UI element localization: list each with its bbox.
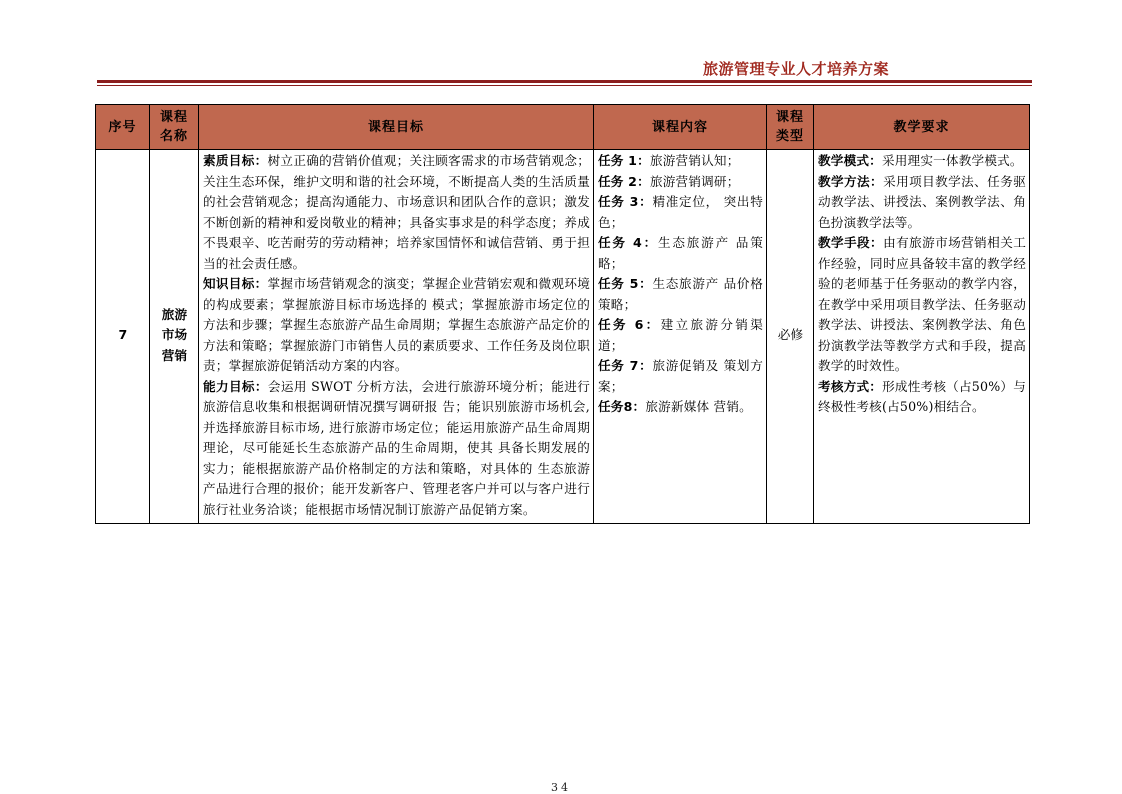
table-row xyxy=(96,150,1030,524)
header-cell-content: 课程内容 xyxy=(594,105,767,150)
assessment-method: 考核方式：形成性考核（占50%）与终极性考核(占50%)相结合。 xyxy=(818,378,1026,414)
header-cell-requirements: 教学要求 xyxy=(814,105,1030,150)
page-number: 34 xyxy=(551,781,571,794)
header-rule-thin xyxy=(97,85,1032,86)
task-item: 任务8：旅游新媒体 营销。 xyxy=(598,399,752,414)
teaching-methods: 教学方法：采用项目教学法、任务驱动教学法、讲授法、案例教学法、角色扮演教学法等。 xyxy=(818,173,1027,230)
document-header-title: 旅游管理专业人才培养方案 xyxy=(702,60,889,78)
header-cell-type: 课程 类型 xyxy=(767,105,814,150)
task-item: 任务 2：旅游营销调研； xyxy=(598,173,740,189)
task-item: 任务 1：旅游营销认知； xyxy=(598,153,740,168)
task-item: 任务 6：建立旅游分销渠道； xyxy=(598,317,763,353)
task-item: 任务 4：生态旅游产 品策略； xyxy=(598,235,763,271)
course-number-cell: 7 xyxy=(96,150,150,524)
quality-objective: 素质目标：树立正确的营销价值观；关注顾客需求的市场营销观念；关注生态环保，维护文明和谐的社会环境，不断提高人类的生活质量的社会营销观念；提高沟通能力、市场意识和团队合作的意识；激发不断创新的精神和爱岗敬业的精神；具备实事求是的科学态度；养成不畏艰辛、吃苦耐劳的劳动精神；培养家国情怀和诚信营销、勇于担当的社会责任感。 xyxy=(203,153,591,271)
knowledge-objective: 知识目标：掌握市场营销观念的演变；掌握企业营销宏观和微观环境的构成要素；掌握旅游目标市场选择的 模式；掌握旅游市场定位的方法和步骤；掌握生态旅游产品生命周期；掌握生态旅游产品定价的方法和策略；掌握旅游门市销售人员的素质要求、工作任务及岗位职责；掌握旅游促销活动方案的内容。 xyxy=(203,276,591,373)
course-objectives-cell xyxy=(199,150,594,524)
task-item: 任务 7：旅游促销及 策划方案； xyxy=(598,358,763,394)
header-cell-number: 序号 xyxy=(96,105,150,150)
header-rule-thick xyxy=(97,80,1032,83)
teaching-means: 教学手段：由有旅游市场营销相关工作经验，同时应具备较丰富的教学经验的老师基于任务驱动的教学内容，在教学中采用项目教学法、任务驱动教学法、讲授法、案例教学法、角色扮演教学法等教学方式和手段，提高教学的时效性。 xyxy=(818,235,1027,373)
header-cell-objectives: 课程目标 xyxy=(199,105,594,150)
teaching-requirements-cell xyxy=(814,150,1030,524)
teaching-mode: 教学模式：采用理实一体教学模式。 xyxy=(818,153,1023,168)
ability-objective: 能力目标：会运用 SWOT 分析方法，会进行旅游环境分析；能进行旅游信息收集和根据调研情况撰写调研报 告；能识别旅游市场机会, 并选择旅游目标市场, 进行旅游市场定位；能运用旅游产品生命周期理论，尽可能延长生态旅游产品的生命周期，使其 具备长期发展的实力；能根据旅游产品价格制定的方法和策略，对具体的 生态旅游产品进行合理的报价；能开发新客户、管理老客户并可以与客户进行旅行社业务洽谈；能根据市场情况制订旅游产品促销方案。 xyxy=(203,378,591,517)
course-name-cell: 旅游 市场 营销 xyxy=(150,150,199,524)
task-item: 任务 5：生态旅游产 品价格策略； xyxy=(598,276,763,312)
course-type-cell: 必修 xyxy=(767,150,814,524)
course-content-cell xyxy=(594,150,767,524)
curriculum-table xyxy=(95,104,1030,524)
header-cell-course-name: 课程 名称 xyxy=(150,105,199,150)
task-item: 任务 3：精准定位， 突出特色； xyxy=(598,194,763,230)
table-header-row xyxy=(96,105,1030,150)
